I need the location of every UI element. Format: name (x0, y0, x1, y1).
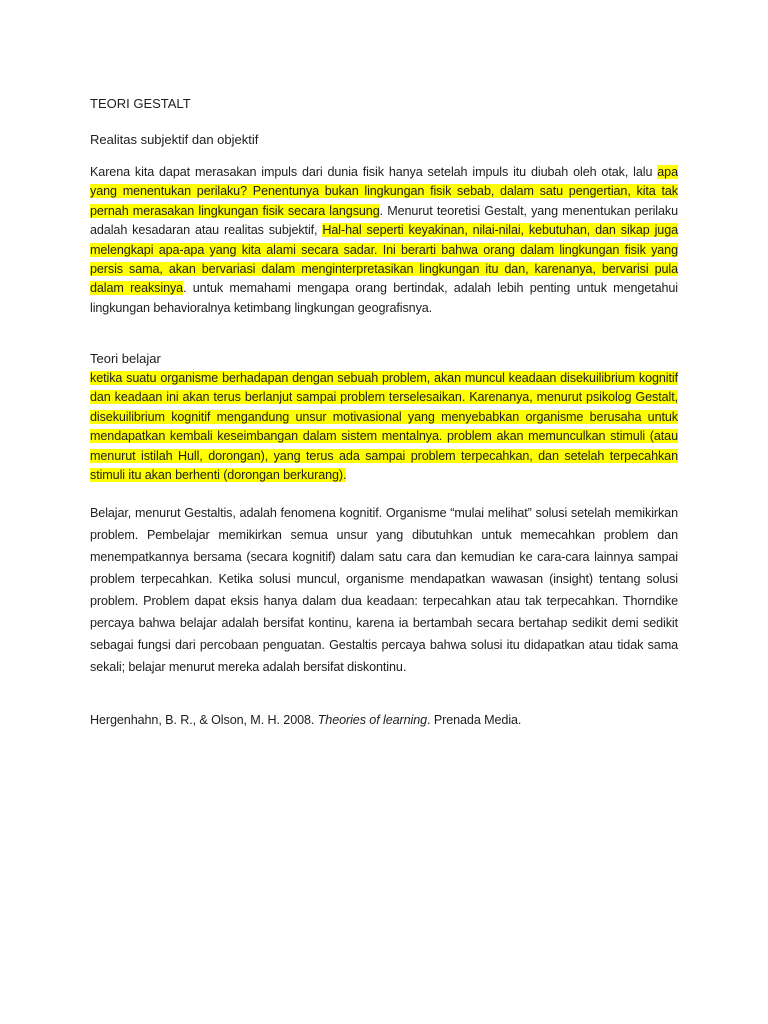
text-segment: . Menurut teoretisi Gestalt, yang menentukan perilaku adalah kesadaran atau realitas subjektif, (90, 203, 678, 238)
paragraph-teori-belajar-highlighted (90, 369, 678, 485)
highlighted-text: Hal-hal seperti keyakinan, nilai-nilai, kebutuhan, dan sikap juga melengkapi apa-apa yang kita alami secara sadar. Ini berarti bahwa orang dalam lingkungan fisik yang persis sama, akan bervariasi dalam menginterpretasikan lingkungan itu dan, karenanya, bervarisi pula dalam reaksinya (90, 223, 678, 296)
highlighted-text: menurut psikolog Gestalt, disekuilibrium kognitif mengandung unsur motivasional yang menyebabkan organisme berusaha untuk mendapatkan kembali keseimbangan dalam sistem mentalnya. problem akan memunculkan stimuli (atau menurut istilah Hull, dorongan), yang terus ada sampai problem terpecahkan, dan setelah terpecahkan stimuli itu akan berhenti (dorongan berkurang). (90, 390, 678, 483)
text-segment: Karena kita dapat merasakan impuls dari dunia fisik hanya setelah impuls itu diubah oleh otak, lalu (90, 165, 658, 179)
reference-publisher: . Prenada Media. (427, 713, 522, 727)
paragraph-belajar-gestaltis: Belajar, menurut Gestaltis, adalah fenomena kognitif. Organisme “mulai melihat” solusi setelah memikirkan problem. Pembelajar memikirkan semua unsur yang dibutuhkan untuk memecahkan problem dan menempatkannya bersama (secara kognitif) dalam satu cara dan kemudian ke cara-cara lainnya sampai problem terpecahkan. Ketika solusi muncul, organisme mendapatkan wawasan (insight) tentang solusi problem. Problem dapat eksis hanya dalam dua keadaan: terpecahkan atau tak terpecahkan. Thorndike percaya bahwa belajar adalah bersifat kontinu, karena ia bertambah secara bertahap sedikit demi sedikit sebagai fungsi dari percobaan penguatan. Gestaltis percaya bahwa solusi itu didapatkan atau tidak sama sekali; belajar menurut mereka adalah bersifat diskontinu. (90, 506, 678, 674)
reference-citation (90, 711, 521, 729)
section-heading-realitas: Realitas subjektif dan objektif (90, 132, 259, 147)
section-heading-teori-belajar: Teori belajar (90, 351, 161, 366)
text-segment: . untuk memahami mengapa orang bertindak, adalah lebih penting untuk mengetahui lingkungan behavioralnya ketimbang lingkungan geografisnya. (90, 281, 678, 315)
reference-book-title: Theories of learning (317, 713, 428, 727)
reference-authors: Hergenhahn, B. R., & Olson, M. H. 2008. (90, 713, 318, 727)
highlighted-text: apa yang menentukan perilaku? Penentunya bukan lingkungan fisik sebab, dalam satu pengertian, kita tak pernah merasakan lingkungan fisik secara langsung (90, 165, 678, 218)
paragraph-realitas (90, 163, 678, 318)
document-title: TEORI GESTALT (90, 96, 191, 111)
highlighted-text: ketika suatu organisme berhadapan dengan sebuah problem, akan muncul keadaan disekuilibrium kognitif dan keadaan ini akan terus berlanjut sampai problem terselesaikan. Karenanya, (90, 371, 678, 405)
